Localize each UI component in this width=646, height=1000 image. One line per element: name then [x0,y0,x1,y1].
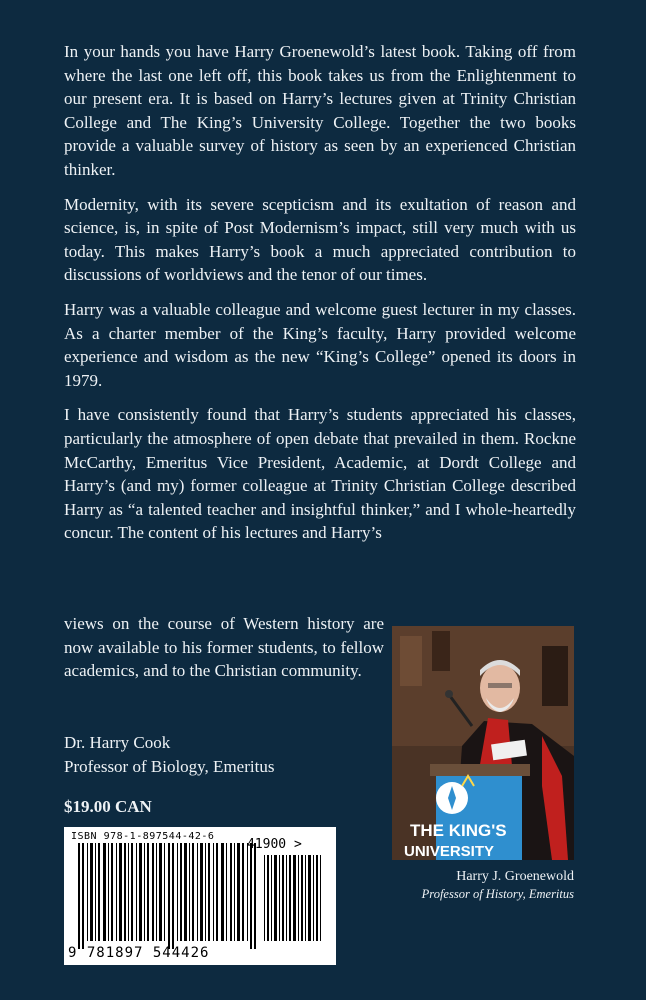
isbn-barcode [64,827,336,965]
photo-caption-title: Professor of History, Emeritus [421,887,574,901]
photo-caption-name: Harry J. Groenewold [456,869,574,884]
signature-name: Dr. Harry Cook [64,733,171,752]
blurb-paragraph-5: views on the course of Western history are now available to his former students, to fellow academics, and to the Christian community. [64,614,384,681]
price-label: $19.00 CAN [64,797,152,816]
author-photo [392,626,574,860]
price-code: 41900 > [247,837,302,852]
signature-title: Professor of Biology, Emeritus [64,756,275,776]
blurb-paragraph-4: I have consistently found that Harry’s students appreciated his classes, particularly the atmosphere of open debate that prevailed in them. Rockne McCarthy, Emeritus Vice President, Academic, at Dordt College and Harry’s (and my) former colleague at Trinity Christian College described Harry as “a talented teacher and insightful thinker,” and I whole-heartedly concur. The content of his lectures and Harry’s [64,405,576,543]
blurb-paragraph-3: Harry was a valuable colleague and welcome guest lecturer in my classes. As a charter member of the King’s faculty, Harry provided welcome experience and wisdom as the new “King’s College” opened its doors in 1979. [64,299,576,390]
blurb-text [64,40,576,556]
podium-text-line-1: THE KING'S [410,821,507,840]
podium-text-line-2: UNIVERSITY [404,843,495,860]
blurb-paragraph-1: In your hands you have Harry Groenewold’s latest book. Taking off from where the last one left off, this book takes us from the Enlightenment to our present era. It is based on Harry’s lectures given at Trinity Christian College and The King’s University College. Together the two books provide a valuable survey of history as seen by an experienced Christian thinker. [64,42,576,179]
author-photo-illustration [392,626,574,860]
isbn-digits: 9 781897 544426 [68,945,210,961]
blurb-paragraph-2: Modernity, with its severe scepticism and its exultation of reason and science, is, in spite of Post Modernism’s impact, still very much with us today. This makes Harry’s book a much appreciated contribution to discussions of worldviews and the tenor of our times. [64,194,576,285]
isbn-label: ISBN 978-1-897544-42-6 [71,831,215,842]
endorsement-signature [64,731,274,778]
